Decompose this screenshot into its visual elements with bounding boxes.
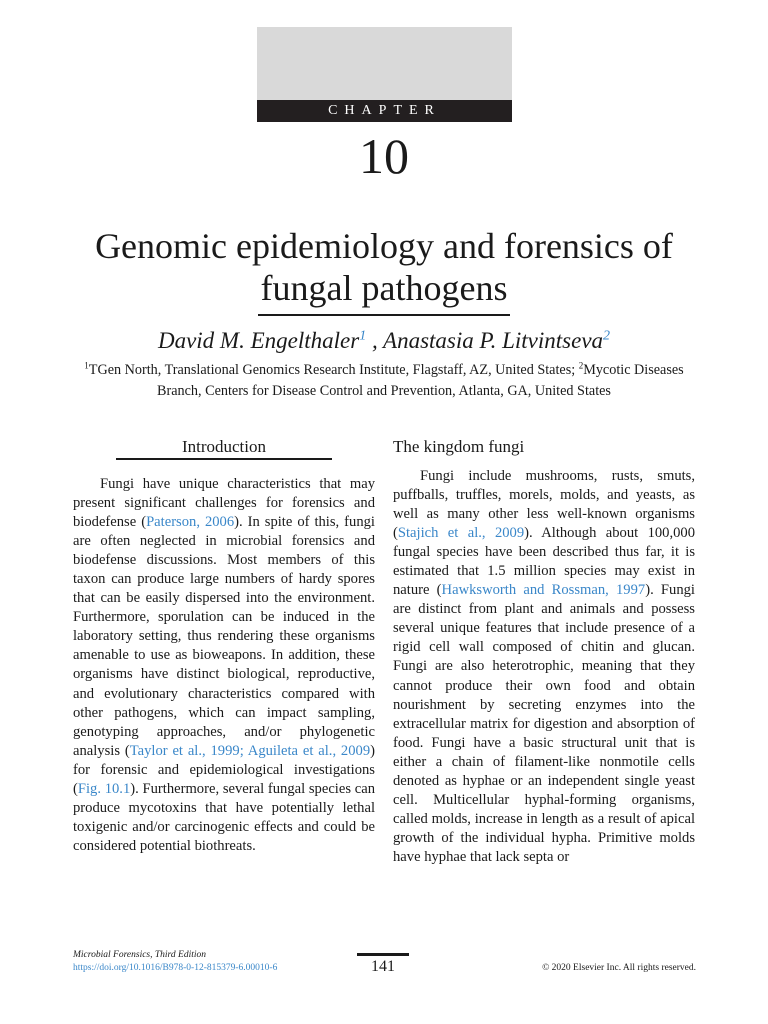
section-heading: The kingdom fungi (393, 437, 525, 456)
author-separator: , (366, 328, 384, 353)
citation-link[interactable]: Hawksworth and Rossman, 1997 (441, 582, 646, 599)
book-title: Microbial Forensics, Third Edition (73, 950, 206, 960)
body-text: Fungi include mushrooms, rusts, smuts, puffballs, truffles, morels, molds, and yeasts, as well as many other less well-known organisms ( (393, 468, 695, 542)
page-number: 141 (371, 958, 395, 975)
figure-link[interactable]: Fig. 10.1 (77, 780, 131, 797)
chapter-title (40, 225, 728, 309)
author-name: David M. Engelthaler (157, 328, 360, 353)
author-line (0, 326, 768, 356)
chapter-banner (257, 27, 512, 122)
section-heading-rule (116, 458, 332, 460)
affiliations (68, 360, 700, 402)
author-name: Anastasia P. Litvintseva (383, 328, 604, 353)
affiliation-text: Mycotic Diseases Branch, Centers for Disease Control and Prevention, Atlanta, GA, United States (157, 362, 684, 399)
section-heading: Introduction (181, 437, 267, 456)
affiliation-marker: 1 (84, 360, 89, 371)
page-number-rule (357, 953, 409, 956)
body-text: ). Although about 100,000 fungal species have been described thus far, it is estimated that 1.5 million species may exist in nature ( (393, 525, 696, 599)
title-underline (258, 314, 510, 316)
chapter-number: 10 (359, 128, 409, 184)
footer-source (73, 949, 277, 975)
body-text: ). Fungi are distinct from plant and animals and possess several unique features that include presence of a rigid cell wall composed of chitin and glucan. Fungi are also heterotrophic, meaning that they cannot produce their own food and obtain nourishment by secreting enzymes into the extracellular matrix for digestion and absorption of food. Fungi have a basic structural unit that is either a chain of filament-like nonmotile cells denoted as hyphae or an independent single yeast cell. Multicellular hyphal-forming organisms, called molds, increase in length as a result of apical growth of the individual hypha. Primitive molds have hyphae that lack septa or (393, 582, 695, 865)
chapter-label: CHAPTER (257, 100, 512, 122)
doi-link[interactable]: https://doi.org/10.1016/B978-0-12-815379-6.00010-6 (73, 963, 278, 973)
body-text: ). Furthermore, several fungal species can produce mycotoxins that have potentially lethal toxigenic and/or carcinogenic effects and could be considered potential biothreats. (73, 780, 375, 854)
affiliation-text: TGen North, Translational Genomics Research Institute, Flagstaff, AZ, United States; (88, 362, 579, 378)
kingdom-fungi-section (393, 436, 695, 867)
author-affiliation-link[interactable]: 1 (359, 328, 367, 344)
body-paragraph (393, 467, 695, 867)
body-text: ). In spite of this, fungi are often neglected in microbial forensics and biodefense discussions. Most members of this taxon can produce large numbers of hardy spores that can be easily dispersed into the environment. Furthermore, sporulation can be induced in the laboratory setting, thus rendering these organisms amenable to use as bioweapons. In addition, these organisms have distinct biological, reproductive, and evolutionary characteristics compared with other pathogens, which can impact sampling, genotyping approaches, and/or phylogenetic analysis ( (73, 514, 375, 759)
author-affiliation-link[interactable]: 2 (603, 328, 611, 344)
body-paragraph (73, 475, 375, 856)
citation-link[interactable]: Paterson, 2006 (146, 514, 235, 531)
affiliation-marker: 2 (578, 360, 584, 371)
body-text: Fungi have unique characteristics that may present significant challenges for forensics and biodefense ( (73, 476, 375, 531)
body-text: ) for forensic and epidemiological investigations ( (73, 742, 375, 797)
citation-link[interactable]: Taylor et al., 1999; Aguileta et al., 2009 (129, 742, 371, 759)
chapter-title-line1: Genomic epidemiology and forensics of (95, 226, 673, 266)
copyright-notice: © 2020 Elsevier Inc. All rights reserved. (542, 963, 696, 973)
chapter-title-line2: fungal pathogens (260, 268, 508, 308)
citation-link[interactable]: Stajich et al., 2009 (397, 525, 525, 542)
introduction-section (73, 436, 375, 856)
